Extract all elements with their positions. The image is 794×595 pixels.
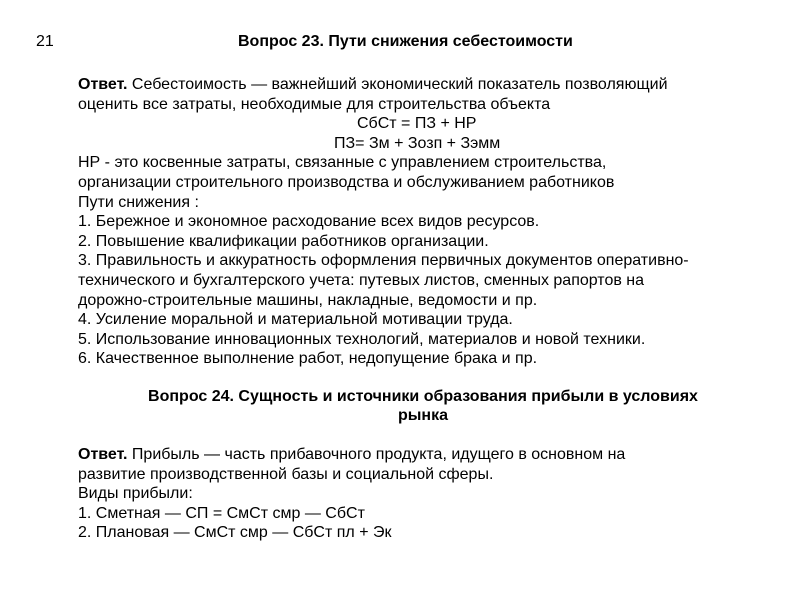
question-24-title-line2: рынка bbox=[397, 407, 448, 424]
question-23-body bbox=[78, 75, 689, 369]
list-item: 5. Использование инновационных технологий, материалов и новой техники. bbox=[78, 330, 646, 348]
list-item: 4. Усиление моральной и материальной мотивации труда. bbox=[78, 311, 513, 329]
list-item: 1. Сметная — СП = СмСт смр — СбСт bbox=[78, 504, 365, 522]
answer-text-cont: оценить все затраты, необходимые для строительства объекта bbox=[78, 95, 551, 113]
formula-cost: СбСт = ПЗ + НР bbox=[357, 115, 477, 133]
page-number: 21 bbox=[36, 33, 54, 50]
list-item: 2. Повышение квалификации работников организации. bbox=[78, 232, 489, 250]
list-item: 2. Плановая — СмСт смр — СбСт пл + Эк bbox=[78, 524, 392, 542]
answer-label: Ответ. bbox=[78, 76, 128, 93]
list-item-cont: технического и бухгалтерского учета: путевых листов, сменных рапортов на bbox=[78, 271, 645, 289]
types-heading: Виды прибыли: bbox=[78, 485, 193, 503]
question-24-body bbox=[78, 445, 625, 543]
overhead-definition-cont: организации строительного производства и обслуживанием работников bbox=[78, 173, 615, 191]
answer-text-cont: развитие производственной базы и социальной сферы. bbox=[78, 465, 494, 483]
question-24-title bbox=[78, 387, 768, 425]
answer-text: Прибыль — часть прибавочного продукта, идущего в основном на bbox=[127, 446, 626, 463]
list-item: 6. Качественное выполнение работ, недопущение брака и пр. bbox=[78, 350, 538, 368]
list-item: 1. Бережное и экономное расходование всех видов ресурсов. bbox=[78, 213, 540, 231]
list-item-cont: дорожно-строительные машины, накладные, ведомости и пр. bbox=[78, 291, 538, 309]
overhead-definition: НР - это косвенные затраты, связанные с управлением строительства, bbox=[78, 154, 607, 172]
formula-direct-costs: ПЗ= Зм + Зозп + Зэмм bbox=[334, 134, 501, 152]
question-23-title: Вопрос 23. Пути снижения себестоимости bbox=[238, 33, 573, 50]
answer-intro bbox=[78, 75, 689, 95]
answer-label: Ответ. bbox=[78, 446, 128, 463]
answer-text: Себестоимость — важнейший экономический показатель позволяющий bbox=[127, 76, 668, 93]
ways-heading: Пути снижения : bbox=[78, 193, 199, 211]
answer-intro bbox=[78, 445, 625, 465]
question-24-title-line1: Вопрос 24. Сущность и источники образования прибыли в условиях bbox=[148, 388, 698, 405]
list-item: 3. Правильность и аккуратность оформления первичных документов оперативно- bbox=[78, 252, 689, 270]
